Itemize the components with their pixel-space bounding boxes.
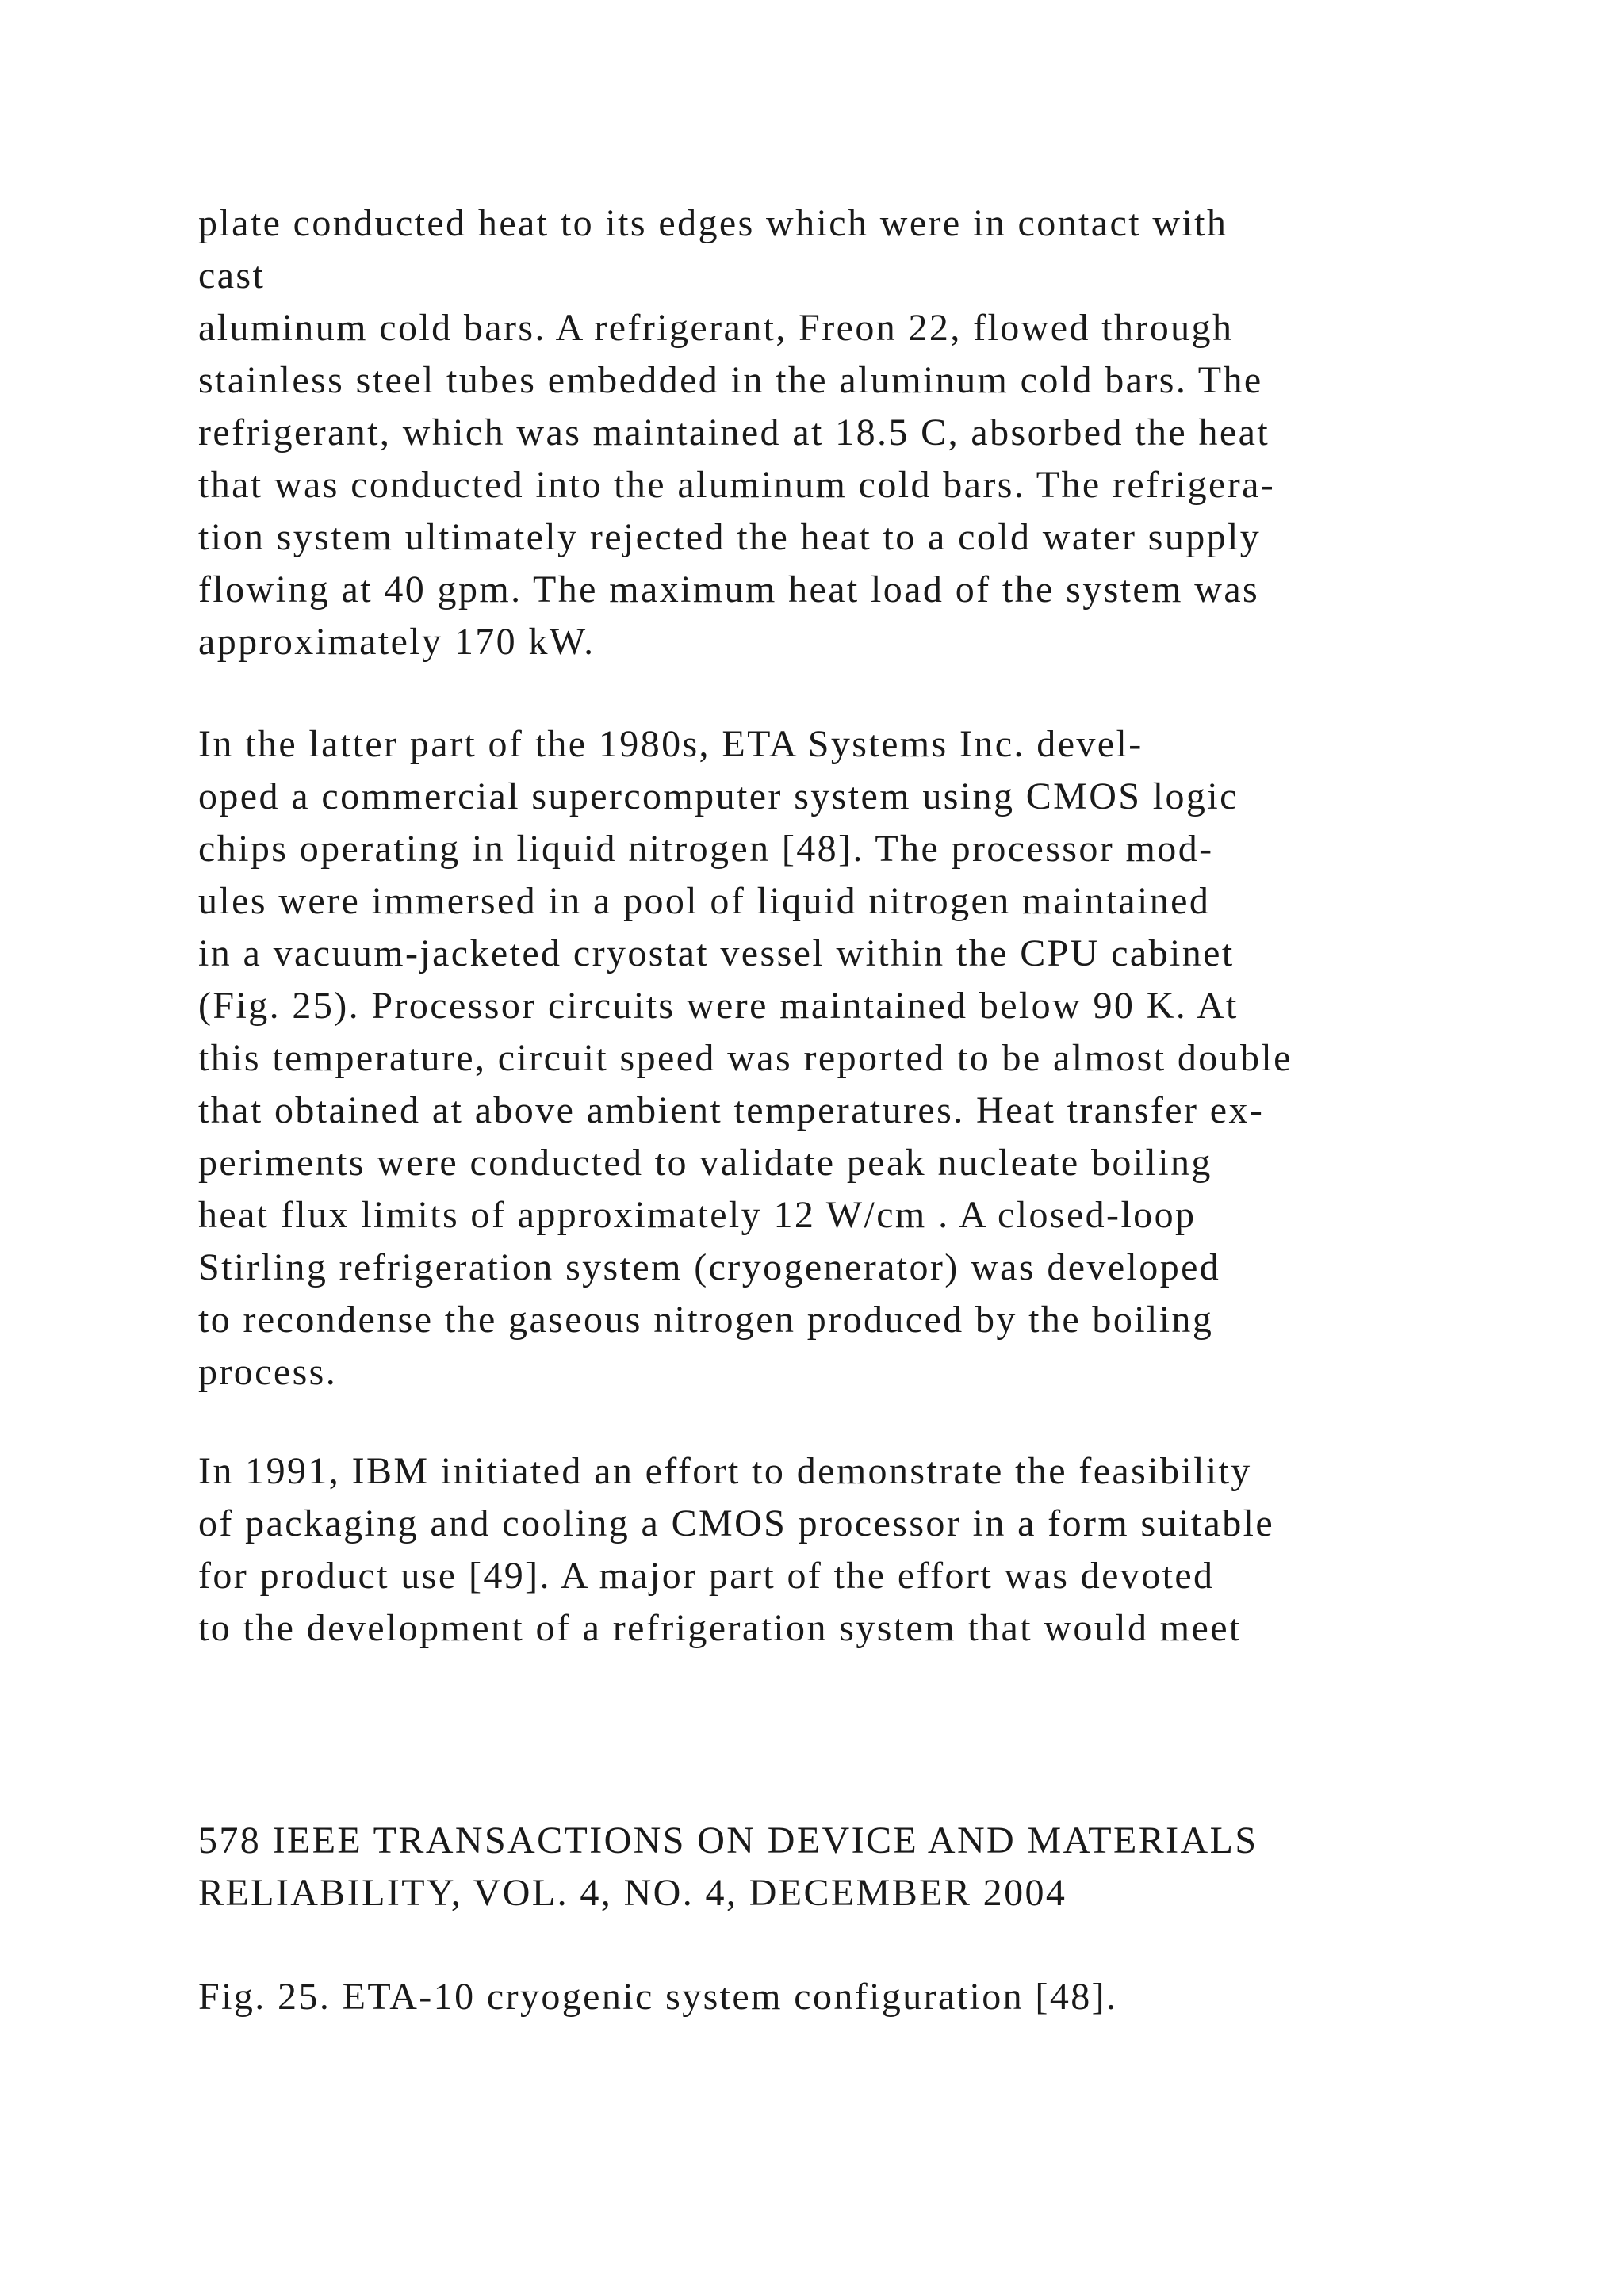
text-line: to the development of a refrigeration system that would meet (198, 1607, 1242, 1649)
text-line: (Fig. 25). Processor circuits were maintained below 90 K. At (198, 985, 1239, 1027)
paragraph-eta-systems (198, 718, 1293, 1399)
text-line: periments were conducted to validate peak nucleate boiling (198, 1142, 1212, 1184)
text-line: Stirling refrigeration system (cryogenerator) was developed (198, 1246, 1221, 1288)
text-line: that obtained at above ambient temperatures. Heat transfer ex- (198, 1089, 1265, 1131)
footer-line: RELIABILITY, VOL. 4, NO. 4, DECEMBER 2004 (198, 1872, 1067, 1914)
text-line: stainless steel tubes embedded in the aluminum cold bars. The (198, 359, 1263, 401)
paragraph-cold-plate-cooling (198, 197, 1275, 668)
text-line: heat flux limits of approximately 12 W/cm . A closed-loop (198, 1194, 1197, 1236)
footer-line: 578 IEEE TRANSACTIONS ON DEVICE AND MATERIALS (198, 1820, 1258, 1862)
paragraph-ibm-effort (198, 1445, 1274, 1655)
text-line: aluminum cold bars. A refrigerant, Freon 22, flowed through (198, 307, 1234, 349)
text-line: chips operating in liquid nitrogen [48]. The processor mod- (198, 828, 1214, 870)
caption-text: Fig. 25. ETA-10 cryogenic system configuration [48]. (198, 1976, 1118, 2018)
text-line: of packaging and cooling a CMOS processor in a form suitable (198, 1502, 1275, 1544)
text-line: flowing at 40 gpm. The maximum heat load of the system was (198, 568, 1260, 610)
text-line: that was conducted into the aluminum cold bars. The refrigera- (198, 464, 1276, 506)
text-line: cast (198, 254, 266, 297)
text-line: to recondense the gaseous nitrogen produced by the boiling (198, 1299, 1214, 1341)
text-line: plate conducted heat to its edges which were in contact with (198, 202, 1228, 244)
text-line: for product use [49]. A major part of the effort was devoted (198, 1555, 1215, 1597)
text-line: tion system ultimately rejected the heat to a cold water supply (198, 516, 1262, 558)
text-line: In 1991, IBM initiated an effort to demonstrate the feasibility (198, 1450, 1252, 1492)
text-line: oped a commercial supercomputer system using CMOS logic (198, 775, 1239, 817)
text-line: In the latter part of the 1980s, ETA Systems Inc. devel- (198, 723, 1143, 765)
text-line: ules were immersed in a pool of liquid nitrogen maintained (198, 880, 1211, 922)
text-line: approximately 170 kW. (198, 621, 596, 663)
text-line: refrigerant, which was maintained at 18.5 C, absorbed the heat (198, 411, 1270, 453)
text-line: this temperature, circuit speed was reported to be almost double (198, 1037, 1293, 1079)
figure-caption (198, 1971, 1117, 2023)
text-line: in a vacuum-jacketed cryostat vessel within the CPU cabinet (198, 932, 1235, 974)
text-line: process. (198, 1351, 338, 1393)
journal-footer (198, 1815, 1258, 1919)
